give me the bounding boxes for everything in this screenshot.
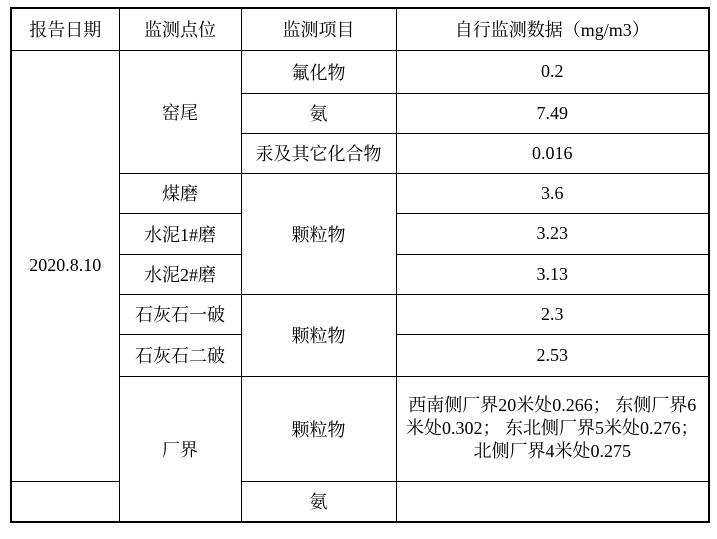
value-limestone-crusher-2: 2.53	[396, 334, 709, 376]
table-row	[11, 50, 709, 93]
value-limestone-crusher-1: 2.3	[396, 294, 709, 334]
report-date-cell: 2020.8.10	[11, 50, 119, 481]
location-kiln-tail: 窑尾	[119, 50, 241, 173]
location-cement-mill-1: 水泥1#磨	[119, 213, 241, 254]
location-limestone-crusher-1: 石灰石一破	[119, 294, 241, 334]
item-ammonia-boundary: 氨	[241, 481, 396, 522]
header-monitoring-location: 监测点位	[119, 8, 241, 50]
item-particulate-crushers: 颗粒物	[241, 294, 396, 376]
value-fluoride: 0.2	[396, 50, 709, 93]
value-coal-mill: 3.6	[396, 173, 709, 213]
location-plant-boundary: 厂界	[119, 376, 241, 522]
item-fluoride: 氟化物	[241, 50, 396, 93]
item-mercury-compounds: 汞及其它化合物	[241, 133, 396, 173]
item-particulate-boundary: 颗粒物	[241, 376, 396, 481]
monitoring-data-table	[10, 7, 710, 523]
table-header-row	[11, 8, 709, 50]
header-monitoring-item: 监测项目	[241, 8, 396, 50]
value-boundary-ammonia	[396, 481, 709, 522]
location-limestone-crusher-2: 石灰石二破	[119, 334, 241, 376]
location-cement-mill-2: 水泥2#磨	[119, 254, 241, 294]
value-cement-mill-2: 3.13	[396, 254, 709, 294]
value-ammonia-kiln: 7.49	[396, 93, 709, 133]
report-date-empty-cell	[11, 481, 119, 522]
value-cement-mill-1: 3.23	[396, 213, 709, 254]
location-coal-mill: 煤磨	[119, 173, 241, 213]
header-report-date: 报告日期	[11, 8, 119, 50]
value-boundary-particulate: 西南侧厂界20米处0.266； 东侧厂界6米处0.302； 东北侧厂界5米处0.276； 北侧厂界4米处0.275	[396, 376, 709, 481]
value-mercury-compounds: 0.016	[396, 133, 709, 173]
item-ammonia-kiln: 氨	[241, 93, 396, 133]
header-monitoring-data: 自行监测数据（mg/m3）	[396, 8, 709, 50]
item-particulate-mills: 颗粒物	[241, 173, 396, 294]
table-row	[11, 481, 709, 522]
